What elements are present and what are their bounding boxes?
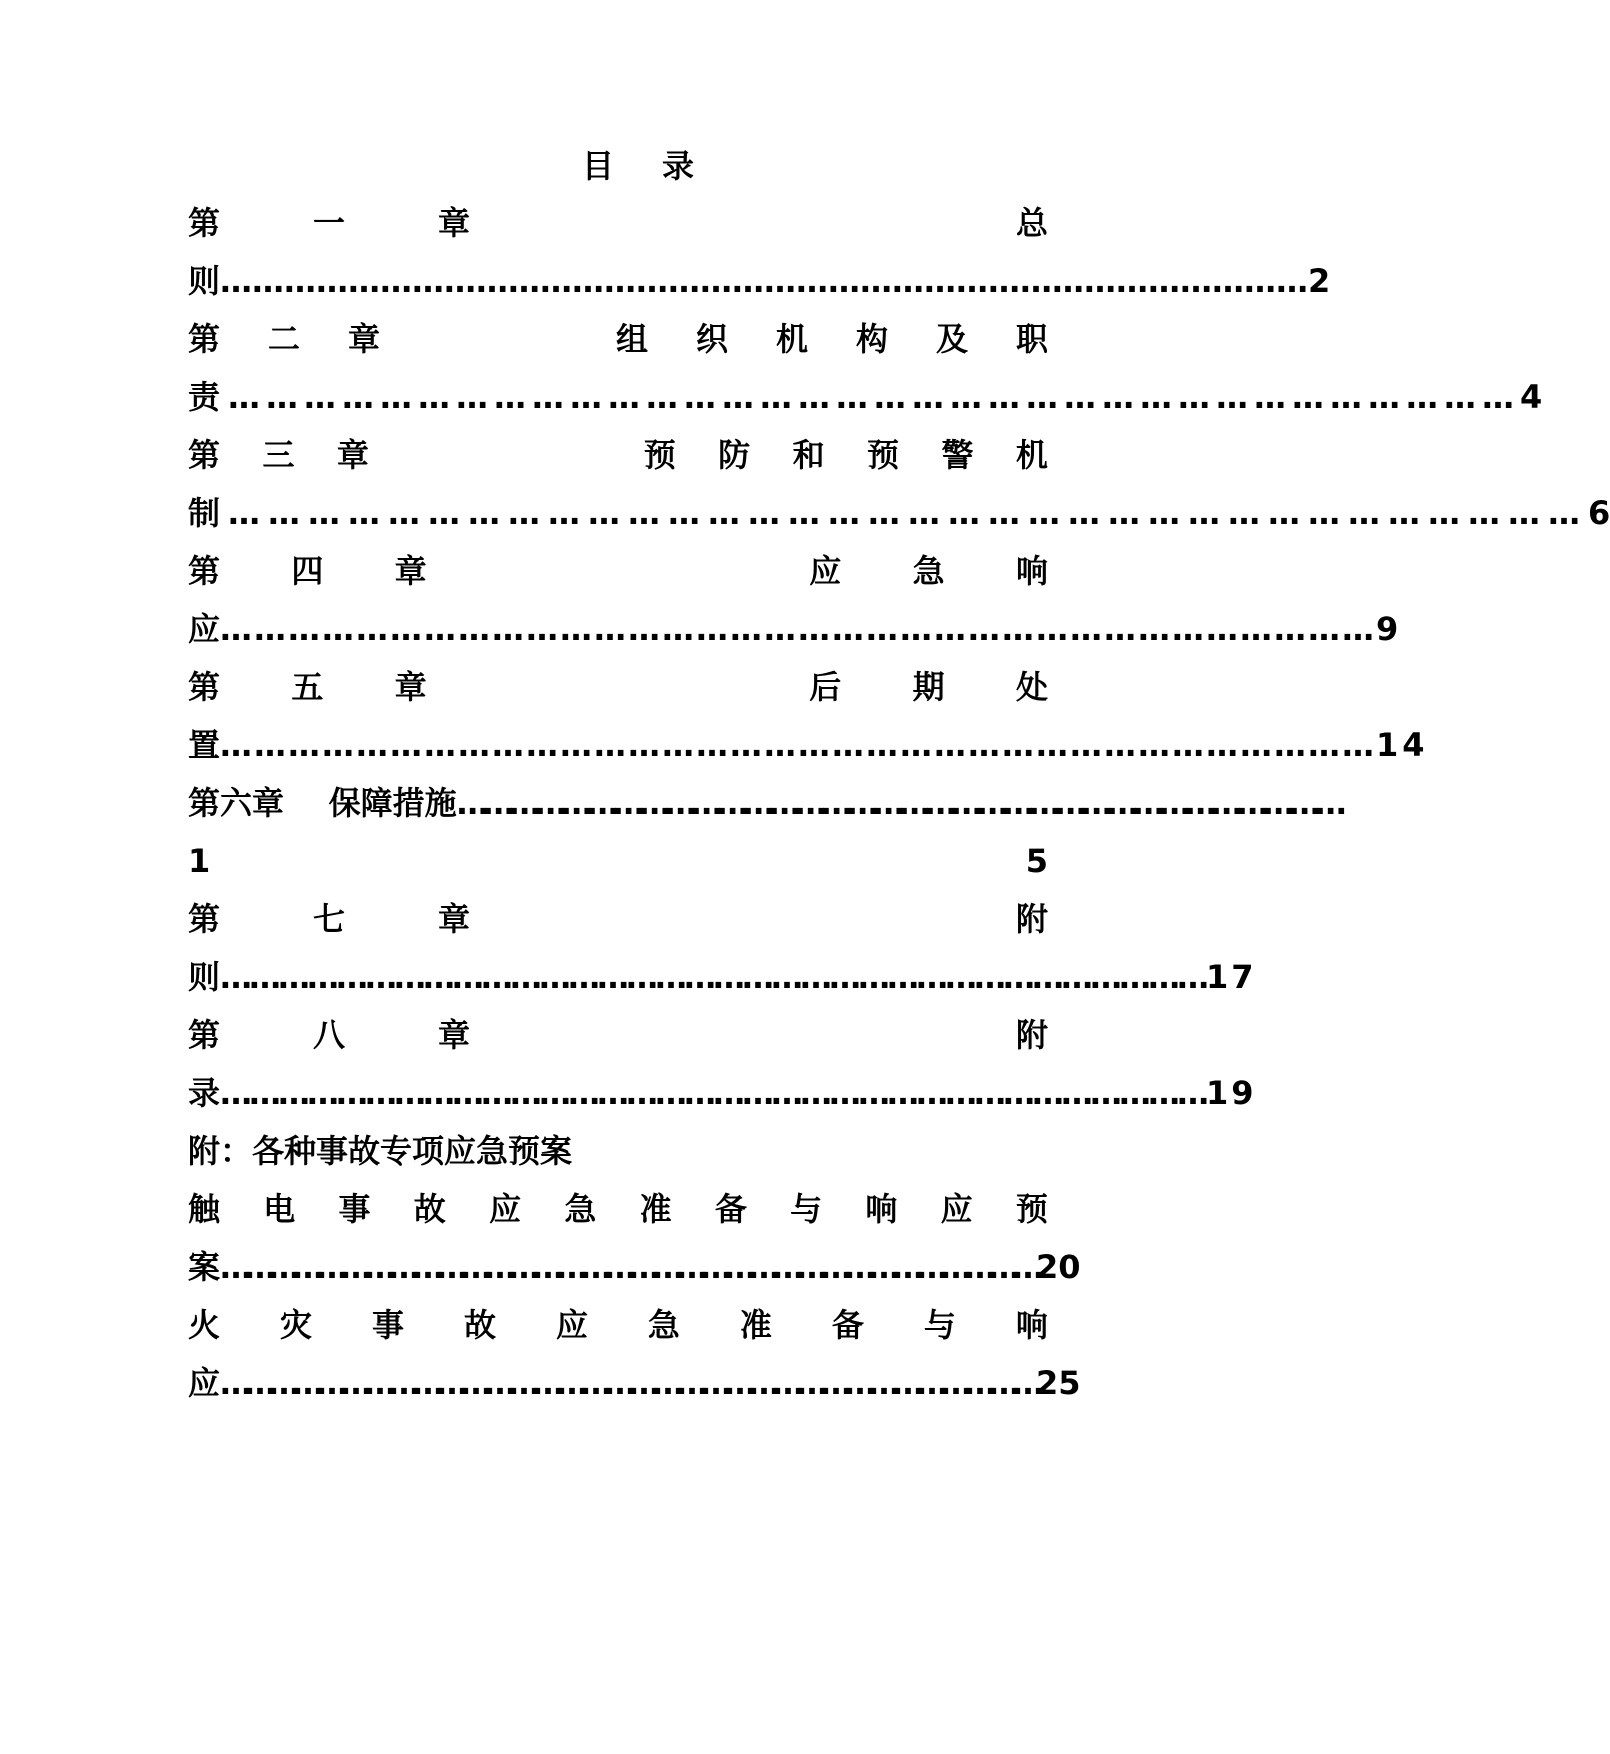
toc-char: 章	[394, 668, 427, 706]
toc-char: 应	[489, 1190, 522, 1228]
toc-title-char: 录	[662, 147, 695, 185]
toc-leader-dots: …………………………………………………………………………………………	[220, 1074, 1207, 1112]
toc-char: 章	[348, 320, 381, 358]
toc-char: 第	[188, 1016, 221, 1054]
toc-page-number: 25	[1036, 1364, 1081, 1402]
toc-char: 附	[1015, 1016, 1048, 1054]
toc-appendix-1-line2	[188, 1244, 1081, 1290]
toc-title-char: 目	[581, 147, 614, 185]
toc-char: 第	[188, 668, 221, 706]
toc-char: 一	[313, 204, 346, 242]
toc-char: 案	[188, 1248, 221, 1286]
toc-char: 第	[188, 552, 221, 590]
toc-char: 备	[714, 1190, 747, 1228]
toc-char: 附	[1015, 900, 1048, 938]
toc-char: 录	[188, 1074, 221, 1112]
toc-char: 八	[313, 1016, 346, 1054]
toc-chapter-1-line2	[188, 258, 1331, 304]
toc-char: 责	[188, 378, 221, 416]
toc-char: 二	[268, 320, 301, 358]
toc-char: 三	[262, 436, 295, 474]
toc-page-number: 2	[1308, 262, 1331, 300]
toc-chapter-4-line1	[188, 548, 1048, 594]
toc-leader-dots: …………………………………………………………………………………………	[220, 726, 1377, 764]
toc-char: 及	[935, 320, 968, 358]
toc-leader-dots: …………………………………………………………………………………………	[220, 262, 1309, 300]
toc-char: 灾	[279, 1306, 312, 1344]
toc-char: 章	[394, 552, 427, 590]
toc-char: 急	[647, 1306, 680, 1344]
toc-char: 与	[790, 1190, 823, 1228]
toc-appendix-2-line1	[188, 1302, 1048, 1348]
toc-char: 与	[923, 1306, 956, 1344]
toc-char: 则	[188, 262, 221, 300]
toc-char: 急	[564, 1190, 597, 1228]
toc-char: 响	[1015, 552, 1048, 590]
toc-page-number: 20	[1036, 1248, 1081, 1286]
toc-page-number-part: 1	[188, 842, 211, 880]
toc-char: 防	[718, 436, 751, 474]
toc-chapter-1-line1	[188, 200, 1048, 246]
toc-char: 应	[555, 1306, 588, 1344]
toc-chapter-8-line1	[188, 1012, 1048, 1058]
toc-char: 火	[188, 1306, 221, 1344]
toc-chapter-3-line2	[188, 490, 1610, 536]
toc-char: 准	[739, 1306, 772, 1344]
toc-leader-dots: …………………………………………………………………………………………	[456, 784, 1341, 822]
toc-title	[188, 143, 1068, 189]
toc-char: 后	[809, 668, 842, 706]
toc-char: 应	[188, 1364, 221, 1402]
toc-char: 触	[188, 1190, 221, 1228]
toc-char: 预	[643, 436, 676, 474]
toc-page-number: 6	[1588, 494, 1610, 532]
toc-char: 机	[1015, 436, 1048, 474]
toc-leader-dots: …………………………………………………………………………………………	[228, 494, 1589, 532]
toc-char: 急	[912, 552, 945, 590]
toc-chapter-2-line2	[188, 374, 1543, 420]
toc-appendix-2-line2	[188, 1360, 1081, 1406]
toc-char: 电	[263, 1190, 296, 1228]
toc-char: 章	[336, 436, 369, 474]
toc-char: 第	[188, 900, 221, 938]
toc-char: 章	[438, 900, 471, 938]
toc-char: 组	[615, 320, 648, 358]
toc-char: 事	[371, 1306, 404, 1344]
toc-char: 职	[1015, 320, 1048, 358]
toc-chapter-6-line2	[188, 838, 1048, 884]
toc-char: 章	[438, 204, 471, 242]
toc-char: 应	[940, 1190, 973, 1228]
toc-char: 制	[188, 494, 221, 532]
toc-char: 事	[338, 1190, 371, 1228]
toc-char: 构	[855, 320, 888, 358]
toc-leader-dots: …………………………………………………………………………………………	[228, 378, 1521, 416]
toc-chapter-2-line1	[188, 316, 1048, 362]
toc-char: 第	[188, 436, 221, 474]
toc-char: 响	[1015, 1306, 1048, 1344]
toc-chapter-4-line2	[188, 606, 1399, 652]
toc-char: 备	[831, 1306, 864, 1344]
toc-appendix-1-line1	[188, 1186, 1048, 1232]
toc-leader-dots: …………………………………………………………………………………………	[220, 1364, 1037, 1402]
toc-chapter-5-line1	[188, 664, 1048, 710]
toc-char: 五	[291, 668, 324, 706]
toc-page-number: 19	[1206, 1074, 1257, 1112]
toc-char: 和	[792, 436, 825, 474]
toc-page-number-part: 5	[1025, 842, 1048, 880]
toc-char: 故	[463, 1306, 496, 1344]
toc-chapter-5-line2	[188, 722, 1429, 768]
toc-char: 应	[809, 552, 842, 590]
toc-char: 四	[291, 552, 324, 590]
toc-leader-dots: …………………………………………………………………………………………	[220, 1248, 1037, 1286]
toc-char: 章	[438, 1016, 471, 1054]
toc-char: 织	[695, 320, 728, 358]
toc-char: 则	[188, 958, 221, 996]
toc-char: 故	[413, 1190, 446, 1228]
toc-leader-dots: …………………………………………………………………………………………	[220, 610, 1377, 648]
toc-leader-dots: …………………………………………………………………………………………	[220, 958, 1207, 996]
toc-char: 机	[775, 320, 808, 358]
toc-chapter-7-line2	[188, 954, 1257, 1000]
toc-appendix-heading: 附：各种事故专项应急预案	[188, 1132, 573, 1170]
toc-char: 预	[1015, 1190, 1048, 1228]
toc-chapter-7-line1	[188, 896, 1048, 942]
toc-char: 总	[1015, 204, 1048, 242]
toc-char: 警	[941, 436, 974, 474]
toc-char: 第	[188, 320, 221, 358]
toc-char: 七	[313, 900, 346, 938]
toc-entry-text: 第六章 保障措施	[188, 784, 457, 822]
toc-page-number: 17	[1206, 958, 1257, 996]
toc-page-number: 14	[1376, 726, 1429, 764]
toc-char: 应	[188, 610, 221, 648]
toc-chapter-8-line2	[188, 1070, 1257, 1116]
toc-chapter-3-line1	[188, 432, 1048, 478]
toc-page-number: 9	[1376, 610, 1399, 648]
toc-char: 响	[865, 1190, 898, 1228]
toc-page-number: 4	[1520, 378, 1543, 416]
toc-char: 预	[867, 436, 900, 474]
toc-char: 第	[188, 204, 221, 242]
toc-char: 期	[912, 668, 945, 706]
toc-char: 置	[188, 726, 221, 764]
toc-chapter-6-line1	[188, 780, 1341, 826]
toc-char: 处	[1015, 668, 1048, 706]
toc-char: 准	[639, 1190, 672, 1228]
